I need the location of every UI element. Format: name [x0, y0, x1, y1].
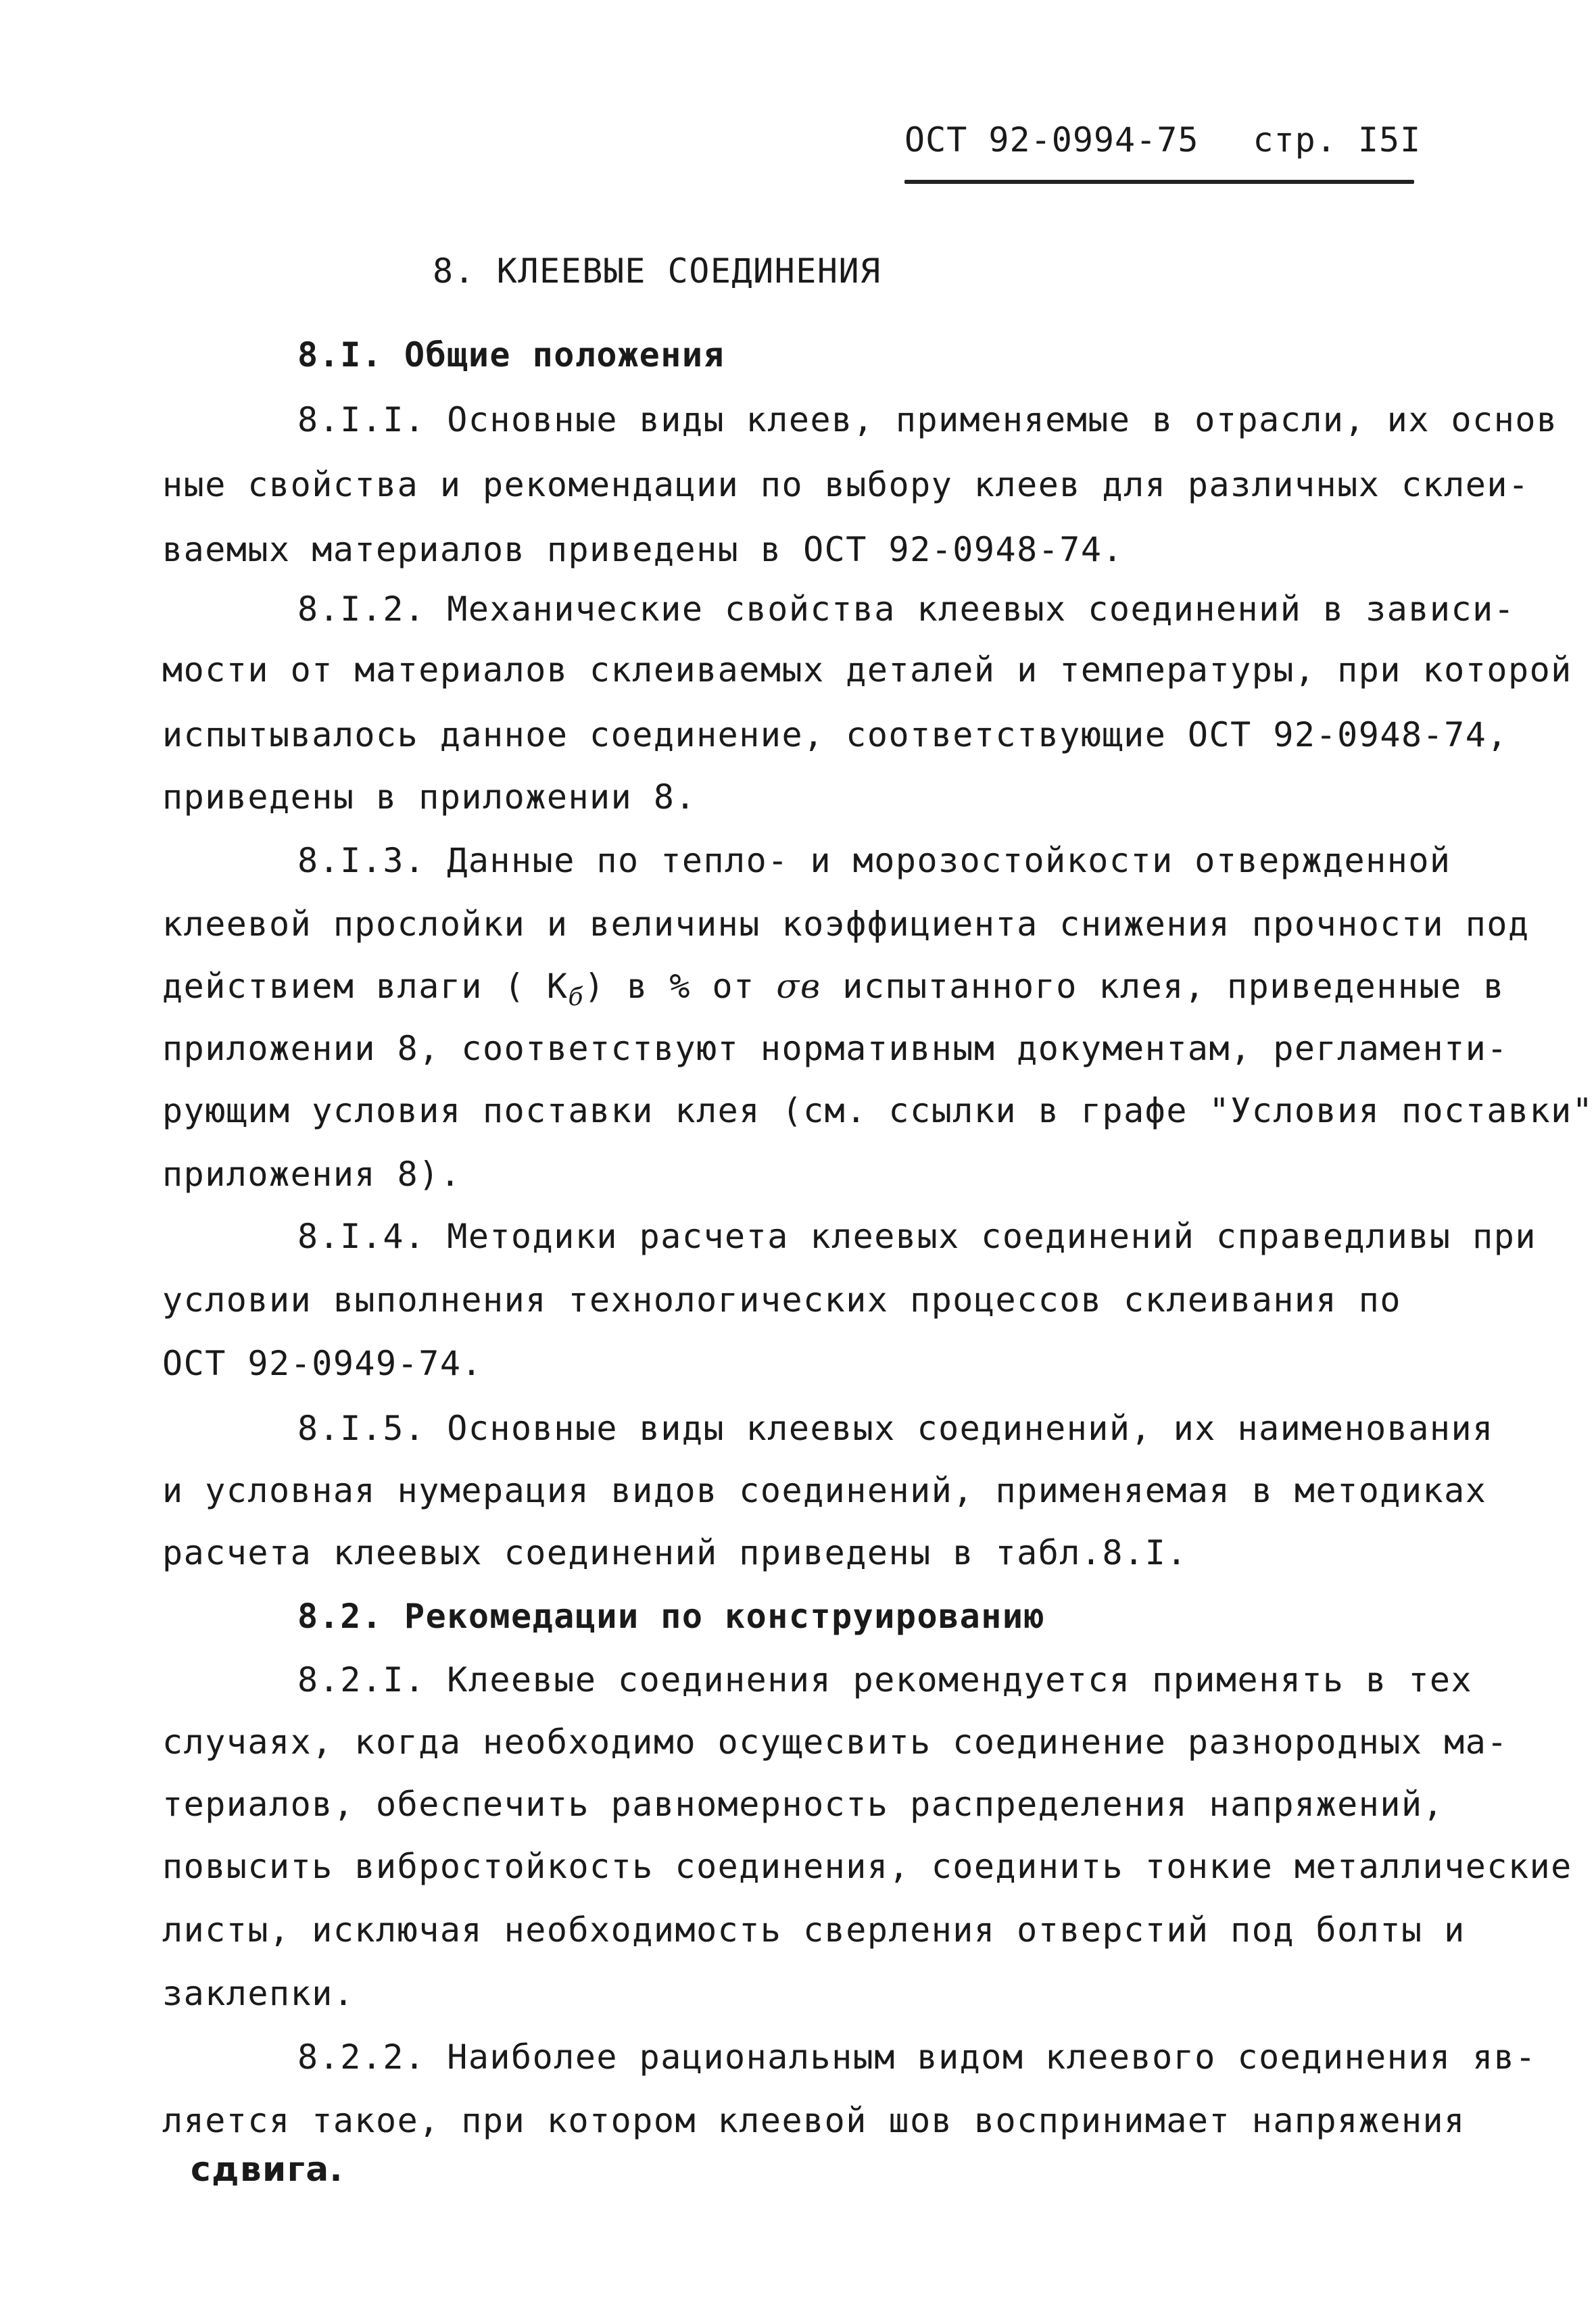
paragraph-line: испытывалось данное соединение, соответствующие ОСТ 92-0948-74, [162, 715, 1508, 754]
paragraph-line: 8.I.I. Основные виды клеев, применяемые в отрасли, их основ [297, 400, 1558, 439]
paragraph-line: 8.I.3. Данные по тепло- и морозостойкости отвержденной [297, 841, 1451, 880]
paragraph-line: расчета клеевых соединений приведены в табл.8.I. [162, 1533, 1188, 1572]
paragraph-line: условии выполнения технологических процессов склеивания по [162, 1280, 1401, 1320]
paragraph-line: клеевой прослойки и величины коэффициента снижения прочности под [162, 904, 1530, 944]
paragraph-line: ные свойства и рекомендации по выбору клеев для различных склеи- [162, 465, 1530, 504]
paragraph-line: 8.2.2. Наиболее рациональным видом клеевого соединения яв- [297, 2037, 1537, 2077]
handwritten-word: сдвига. [191, 2150, 344, 2189]
paragraph-line: случаях, когда необходимо осущесвить соединение разнородных ма- [162, 1722, 1508, 1762]
paragraph-line: териалов, обеспечить равномерность распределения напряжений, [162, 1785, 1445, 1824]
paragraph-line [162, 967, 1505, 1011]
paragraph-line: мости от материалов склеиваемых деталей и температуры, при которой [162, 650, 1572, 690]
header-underline [904, 180, 1414, 184]
sigma-b-symbol: σв [776, 967, 821, 1006]
paragraph-line: ОСТ 92-0949-74. [162, 1344, 483, 1383]
paragraph-line: ляется такое, при котором клеевой шов воспринимает напряжения [162, 2101, 1466, 2140]
page-header [904, 120, 1421, 160]
subscript-sigma-symbol: б [568, 984, 584, 1011]
standard-number: ОСТ 92-0994-75 [904, 120, 1199, 160]
subsection-heading: 8.I. Общие положения [297, 335, 725, 375]
paragraph-line: приведены в приложении 8. [162, 777, 697, 817]
paragraph-line: рующим условия поставки клея (см. ссылки в графе "Условия поставки" [162, 1091, 1594, 1130]
paragraph-line: приложении 8, соответствуют нормативным документам, регламенти- [162, 1029, 1508, 1068]
paragraph-line: 8.2.I. Клеевые соединения рекомендуется применять в тех [297, 1660, 1473, 1699]
paragraph-line: листы, исключая необходимость сверления отверстий под болты и [162, 1910, 1466, 1950]
paragraph-line: 8.I.5. Основные виды клеевых соединений, их наименования [297, 1409, 1494, 1448]
text-run: действием влаги ( К [162, 967, 569, 1006]
paragraph-line: и условная нумерация видов соединений, применяемая в методиках [162, 1471, 1487, 1510]
page-number: стр. I5I [1253, 120, 1422, 160]
paragraph-line: приложения 8). [162, 1155, 462, 1194]
paragraph-line: ваемых материалов приведены в ОСТ 92-0948-74. [162, 530, 1124, 569]
paragraph-line: 8.I.4. Методики расчета клеевых соединений справедливы при [297, 1217, 1537, 1256]
text-run: испытанного клея, приведенные в [821, 967, 1505, 1006]
text-run: ) в % от [583, 967, 777, 1006]
paragraph-line: повысить вибростойкость соединения, соединить тонкие металлические [162, 1847, 1572, 1886]
paragraph-line: заклепки. [162, 1974, 355, 2013]
section-title: 8. КЛЕЕВЫЕ СОЕДИНЕНИЯ [433, 251, 881, 291]
subsection-heading: 8.2. Рекомедации по конструированию [297, 1597, 1046, 1636]
paragraph-line: 8.I.2. Механические свойства клеевых соединений в зависи- [297, 589, 1516, 629]
